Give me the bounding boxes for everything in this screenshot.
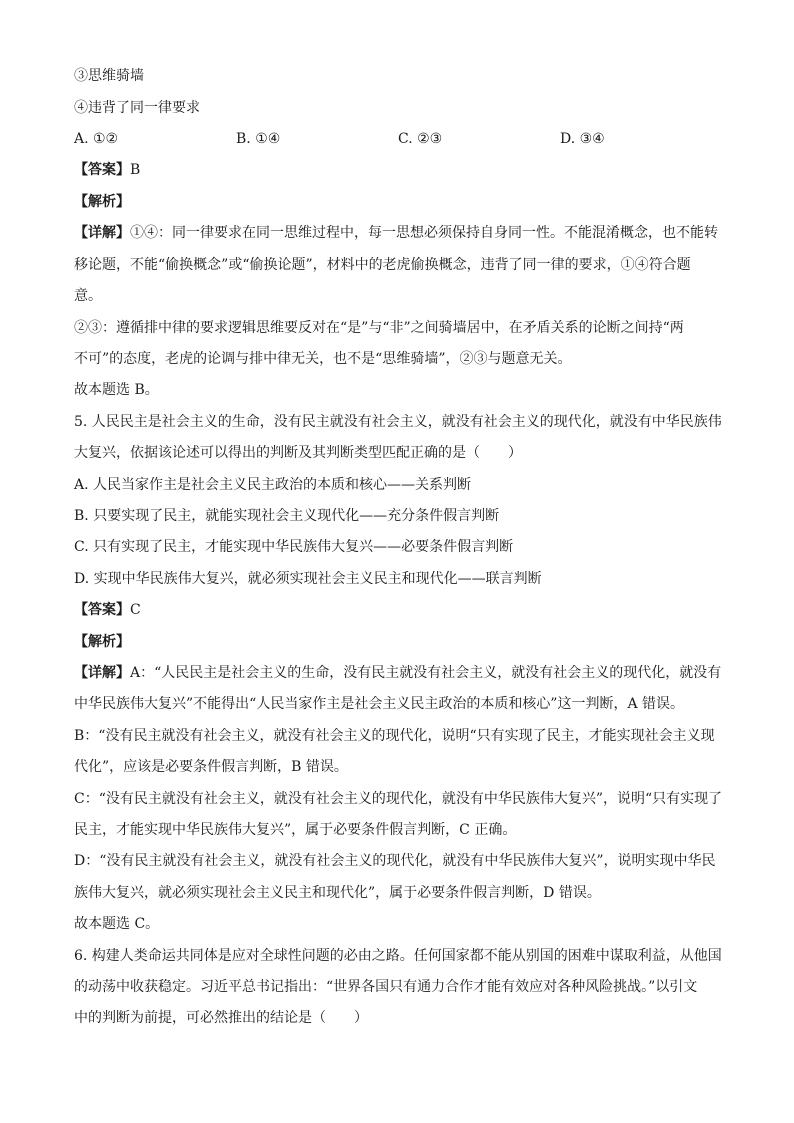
statement-4: ④违背了同一律要求 [74, 100, 200, 116]
detail-text: A：“人民民主是社会主义的生命，没有民主就没有社会主义，就没有社会主义的现代化，就没有 [130, 665, 722, 681]
q4-answer [74, 160, 724, 180]
detail-tag: 【详解】 [74, 665, 130, 681]
answer-tag: 【答案】 [74, 602, 130, 618]
analysis-tag: 【解析】 [74, 194, 130, 210]
q4-extra-line-2: 不可”的态度，老虎的论调与排中律无关，也不是“思维骑墙”，②③与题意无关。 [74, 351, 572, 367]
detail-text: ①④：同一律要求在同一思维过程中，每一思想必须保持自身同一性。不能混淆概念，也不能转 [130, 225, 718, 241]
q4-extra-line-1: ②③：遵循排中律的要求逻辑思维要反对在“是”与“非”之间骑墙居中，在矛盾关系的论断之间持“两 [74, 320, 684, 336]
q4-detail-line-1 [74, 223, 724, 243]
q6-stem-line-3: 中的判断为前提，可必然推出的结论是（ ） [74, 1010, 368, 1026]
q4-conclusion: 故本题选 B。 [74, 382, 159, 398]
q6-stem-line-2: 的动荡中收获稳定。习近平总书记指出：“世界各国只有通力合作才能有效应对各种风险挑战。”以引文 [74, 979, 698, 995]
q5-detail-line-3: B：“没有民主就没有社会主义，就没有社会主义的现代化，说明“只有实现了民主，才能实现社会主义现 [74, 728, 715, 744]
q4-option-c: C. ②③ [398, 131, 443, 147]
q4-analysis-tag [74, 192, 724, 212]
q6-stem-line-1: 6. 构建人类命运共同体是应对全球性问题的必由之路。任何国家都不能从别国的困难中谋取利益，从他国 [74, 948, 722, 964]
answer-value: C [130, 602, 141, 618]
q5-option-c: C. 只有实现了民主，才能实现中华民族伟大复兴——必要条件假言判断 [74, 539, 514, 555]
q5-detail-line-4: 代化”，应该是必要条件假言判断，B 错误。 [74, 759, 348, 775]
q5-option-b: B. 只要实现了民主，就能实现社会主义现代化——充分条件假言判断 [74, 508, 500, 524]
q4-options [74, 129, 724, 149]
q5-detail-line-2: 中华民族伟大复兴”不能得出“人民当家作主是社会主义民主政治的本质和核心”这一判断，A 错误。 [74, 696, 685, 712]
q5-detail-line-6: 民主，才能实现中华民族伟大复兴”，属于必要条件假言判断，C 正确。 [74, 822, 517, 838]
q4-option-b: B. ①④ [236, 131, 281, 147]
q5-detail-line-8: 族伟大复兴，就必须实现社会主义民主和现代化”，属于必要条件假言判断，D 错误。 [74, 885, 601, 901]
q4-option-d: D. ③④ [560, 131, 605, 147]
q5-option-a: A. 人民当家作主是社会主义民主政治的本质和核心——关系判断 [74, 477, 472, 493]
q5-conclusion: 故本题选 C。 [74, 916, 160, 932]
detail-tag: 【详解】 [74, 225, 130, 241]
answer-tag: 【答案】 [74, 162, 130, 178]
q5-stem-line-1: 5. 人民民主是社会主义的生命，没有民主就没有社会主义，就没有社会主义的现代化，就没有中华民族伟 [74, 414, 722, 430]
q4-option-a: A. ①② [74, 131, 119, 147]
analysis-tag: 【解析】 [74, 634, 130, 650]
q5-option-d: D. 实现中华民族伟大复兴，就必须实现社会主义民主和现代化——联言判断 [74, 571, 542, 587]
q4-detail-line-2: 移论题，不能“偷换概念”或“偷换论题”，材料中的老虎偷换概念，违背了同一律的要求，①④符合题 [74, 257, 691, 273]
answer-value: B [130, 162, 141, 178]
q5-answer [74, 600, 724, 620]
q5-detail-line-5: C：“没有民主就没有社会主义，就没有社会主义的现代化，就没有中华民族伟大复兴”，说明“只有实现了 [74, 791, 723, 807]
q4-detail-line-3: 意。 [74, 288, 102, 304]
statement-3: ③思维骑墙 [74, 68, 144, 84]
q5-detail-line-1 [74, 663, 724, 683]
q5-analysis-tag [74, 632, 724, 652]
q5-detail-line-7: D：“没有民主就没有社会主义，就没有社会主义的现代化，就没有中华民族伟大复兴”，说明实现中华民 [74, 853, 716, 869]
q5-stem-line-2: 大复兴，依据该论述可以得出的判断及其判断类型匹配正确的是（ ） [74, 445, 522, 461]
